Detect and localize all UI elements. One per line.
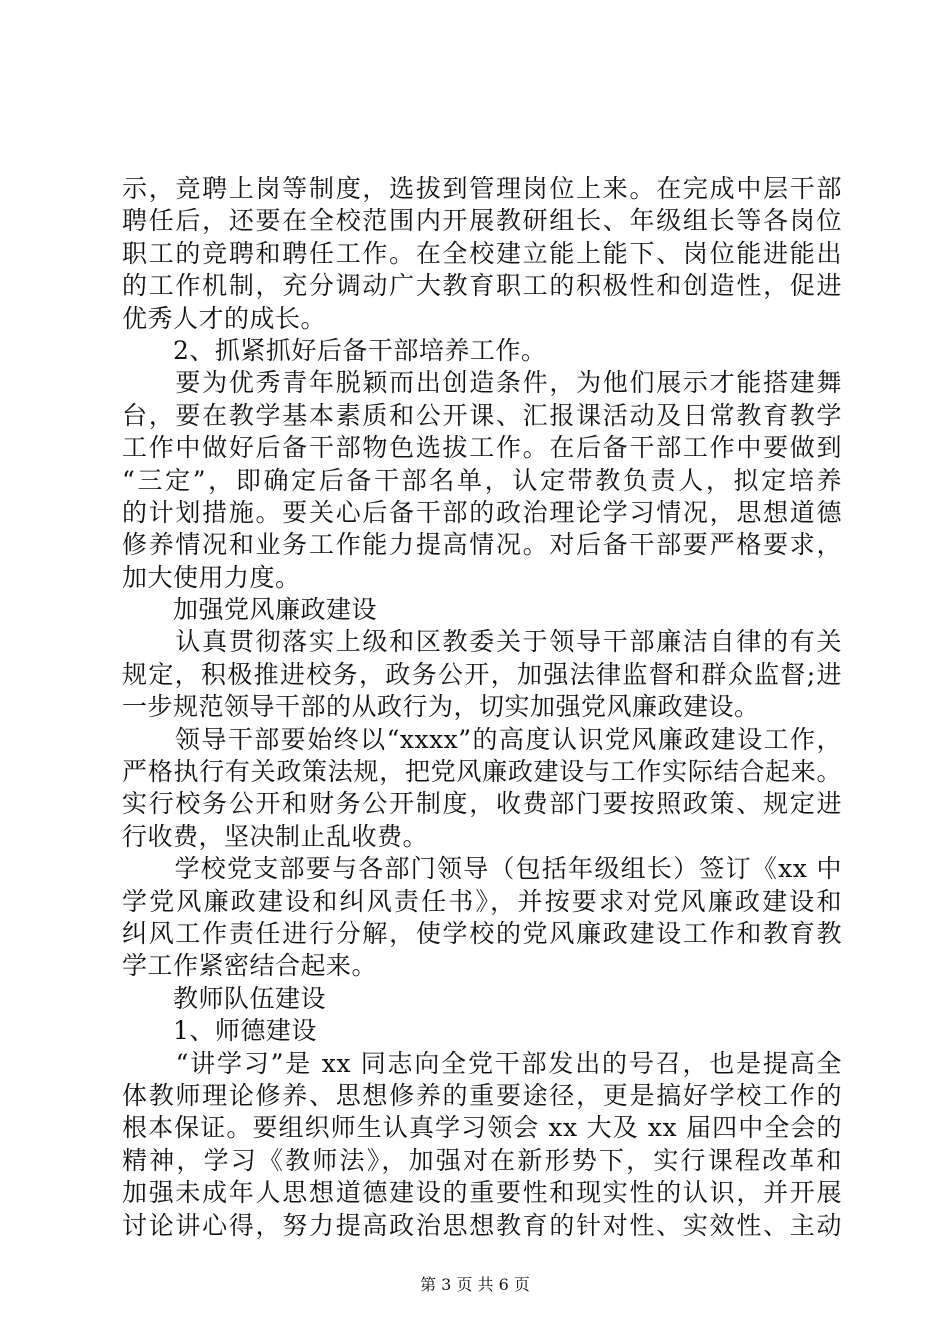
text-line: 讨论讲心得，努力提高政治思想教育的针对性、实效性、主动 <box>122 1210 842 1240</box>
text-line: 的计划措施。要关心后备干部的政治理论学习情况，思想道德 <box>122 497 842 527</box>
text-line: 行收费，坚决制止乱收费。 <box>122 821 429 851</box>
text-line: 加大使用力度。 <box>122 562 301 592</box>
text-line: 学党风廉政建设和纠风责任书》，并按要求对党风廉政建设和 <box>122 886 842 916</box>
text-line: 2、抓紧抓好后备干部培养工作。 <box>122 335 547 365</box>
text-line: 严格执行有关政策法规，把党风廉政建设与工作实际结合起来。 <box>122 757 842 787</box>
text-line: 纠风工作责任进行分解，使学校的党风廉政建设工作和教育教 <box>122 918 842 948</box>
text-line: 教师队伍建设 <box>122 983 327 1013</box>
text-line: 领导干部要始终以“xxxx”的高度认识党风廉政建设工作， <box>122 724 842 754</box>
body-text <box>122 173 842 1242</box>
text-line: 职工的竞聘和聘任工作。在全校建立能上能下、岗位能进能出 <box>122 238 842 268</box>
text-line: “讲学习”是 xx 同志向全党干部发出的号召，也是提高全 <box>122 1048 842 1078</box>
page-footer: 第 3 页 共 6 页 <box>420 1275 530 1294</box>
text-line: 精神，学习《教师法》，加强对在新形势下，实行课程改革和 <box>122 1145 842 1175</box>
text-line: 台，要在教学基本素质和公开课、汇报课活动及日常教育教学 <box>122 400 842 430</box>
text-line: 一步规范领导干部的从政行为，切实加强党风廉政建设。 <box>122 692 760 722</box>
text-line: 要为优秀青年脱颖而出创造条件，为他们展示才能搭建舞 <box>122 368 842 398</box>
text-line: 学校党支部要与各部门领导（包括年级组长）签订《xx 中 <box>122 854 842 884</box>
text-line: 1、师德建设 <box>122 1016 317 1046</box>
text-line: 工作中做好后备干部物色选拔工作。在后备干部工作中要做到 <box>122 433 842 463</box>
text-line: 的工作机制，充分调动广大教育职工的积极性和创造性，促进 <box>122 271 842 301</box>
text-line: 实行校务公开和财务公开制度，收费部门要按照政策、规定进 <box>122 789 842 819</box>
text-line: 体教师理论修养、思想修养的重要途径，更是搞好学校工作的 <box>122 1080 842 1110</box>
text-line: “三定”，即确定后备干部名单，认定带教负责人，拟定培养 <box>122 465 842 495</box>
text-line: 修养情况和业务工作能力提高情况。对后备干部要严格要求， <box>122 530 842 560</box>
text-line: 加强党风廉政建设 <box>122 595 378 625</box>
text-line: 学工作紧密结合起来。 <box>122 951 378 981</box>
text-line: 规定，积极推进校务，政务公开，加强法律监督和群众监督;进 <box>122 659 842 689</box>
text-line: 聘任后，还要在全校范围内开展教研组长、年级组长等各岗位 <box>122 206 842 236</box>
text-line: 加强未成年人思想道德建设的重要性和现实性的认识，并开展 <box>122 1178 842 1208</box>
text-line: 认真贯彻落实上级和区教委关于领导干部廉洁自律的有关 <box>122 627 842 657</box>
text-line: 优秀人才的成长。 <box>122 303 327 333</box>
text-line: 示，竞聘上岗等制度，选拔到管理岗位上来。在完成中层干部 <box>122 174 842 203</box>
text-line: 根本保证。要组织师生认真学习领会 xx 大及 xx 届四中全会的 <box>122 1113 842 1143</box>
